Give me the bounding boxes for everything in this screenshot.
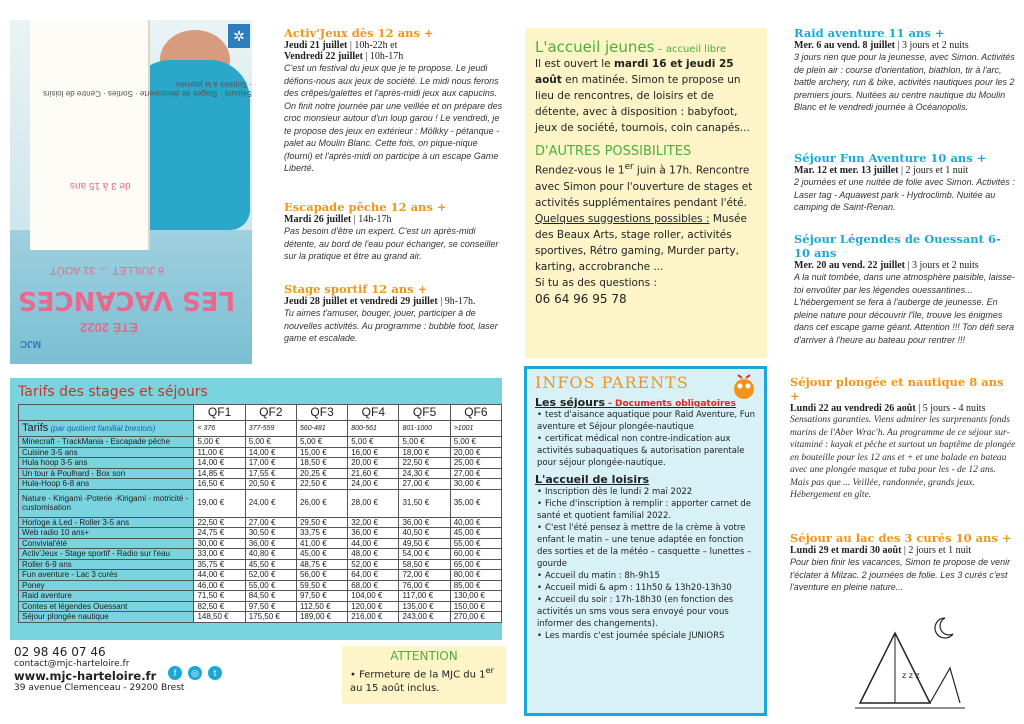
tarif-row — [19, 458, 502, 469]
raid-date: Mer. 6 au vend. 8 juillet — [794, 40, 896, 51]
attention-title: ATTENTION — [390, 649, 458, 663]
tarif-cell: 27,00 € — [399, 479, 450, 490]
tarif-row-label: Web radio 10 ans+ — [19, 528, 194, 539]
tarif-cell: 46,00 € — [194, 580, 245, 591]
plongee-duration: | 5 jours - 4 nuits — [915, 403, 986, 414]
tarif-cell: 45,50 € — [245, 559, 296, 570]
tarif-cell: 243,00 € — [399, 612, 450, 623]
peche-section — [284, 200, 506, 263]
tarif-cell: 36,00 € — [348, 528, 399, 539]
tarif-cell: 135,00 € — [399, 601, 450, 612]
tarif-cell: 33,00 € — [194, 549, 245, 560]
tarif-cell: 5,00 € — [348, 437, 399, 448]
lac-title: Séjour au lac des 3 curés 10 ans + — [790, 531, 1012, 545]
tarif-row-label: Fun aventure - Lac 3 curés — [19, 570, 194, 581]
lac-duration: | 2 jours et 1 nuit — [901, 545, 972, 556]
fun-date: Mar. 12 et mer. 13 juillet — [794, 165, 899, 176]
tarif-cell: 36,00 € — [399, 517, 450, 528]
instagram-icon[interactable]: ◎ — [188, 666, 202, 680]
tarifs-panel — [10, 378, 502, 640]
tarif-row-label: Nature - Kirigami -Poterie -Kirigami - motricité -customisation — [19, 489, 194, 517]
accueil-title: L'accueil jeunes – accueil libre — [535, 38, 727, 56]
infos-list-item: • test d'aisance aquatique pour Raid Aventure, Fun aventure et Séjour plongée-nautique — [535, 409, 756, 433]
cover-programme: Séjours · Stages de découverte · Sorties · Centre de loisirs · Soirées à la journée — [43, 80, 252, 98]
tarif-range: < 376 — [194, 421, 245, 437]
crab-mascot-icon — [727, 371, 761, 401]
tarif-cell: 30,00 € — [194, 538, 245, 549]
tarif-cell: 44,00 € — [348, 538, 399, 549]
activjeux-time1: | 10h-22h et — [347, 40, 398, 51]
tarif-cell: 24,00 € — [245, 489, 296, 517]
tarif-cell: 48,75 € — [296, 559, 347, 570]
tarif-header: QF5 — [399, 405, 450, 421]
tarif-row-label: Roller 6-9 ans — [19, 559, 194, 570]
tarif-row-label: Séjour plongée nautique — [19, 612, 194, 623]
tarif-cell: 5,00 € — [194, 437, 245, 448]
tarif-row-label: Convivial'été — [19, 538, 194, 549]
cover-mjc: MJC — [20, 338, 42, 349]
tarif-cell: 22,50 € — [399, 458, 450, 469]
fun-section — [794, 151, 1016, 214]
tarif-row — [19, 601, 502, 612]
infos-title: INFOS PARENTS — [535, 373, 689, 392]
tarif-cell: 17,00 € — [245, 458, 296, 469]
tarif-cell: 45,00 € — [450, 528, 501, 539]
tarif-cell: 117,00 € — [399, 591, 450, 602]
activjeux-date2: Vendredi 22 juillet — [284, 51, 363, 62]
tarif-cell: 85,00 € — [450, 580, 501, 591]
plongee-section — [790, 375, 1016, 502]
tarif-cell: 16,50 € — [194, 479, 245, 490]
activjeux-text: C'est un festival du jeux que je te propose. Le jeudi défions-nous aux jeux de société. Le midi nous ferons des crêpes/galettes et l'après-midi jeux aux capucins. On finit notre journée par une veillée et on prépare des croc monsieur autour d'un loup garou ! Le vendredi, je te propose des jeux en extérieur : Mölkky - pétanque - palet au Moulin Blanc. Cette fois, on pique-nique (fourni) et l'après-midi on participe à un escape Game Liberté. — [284, 63, 503, 173]
activjeux-section — [284, 26, 506, 175]
activjeux-date1: Jeudi 21 juillet — [284, 40, 348, 51]
tarif-header: QF4 — [348, 405, 399, 421]
tarif-cell: 55,00 € — [450, 538, 501, 549]
tarif-cell: 130,00 € — [450, 591, 501, 602]
tarif-cell: 24,75 € — [194, 528, 245, 539]
tarif-cell: 19,00 € — [194, 489, 245, 517]
tarifs-title: Tarifs des stages et séjours — [18, 384, 208, 400]
tarif-cell: 64,00 € — [348, 570, 399, 581]
tarif-row — [19, 580, 502, 591]
tarif-cell: 31,50 € — [399, 489, 450, 517]
cover-age: de 3 à 15 ans — [70, 180, 131, 191]
tarif-cell: 20,50 € — [245, 479, 296, 490]
tarif-cell: 104,00 € — [348, 591, 399, 602]
tarif-cell: 68,00 € — [348, 580, 399, 591]
tarif-cell: 76,00 € — [399, 580, 450, 591]
accueil-jeunes-panel — [525, 28, 767, 358]
tarif-cell: 58,50 € — [399, 559, 450, 570]
tarif-row-label: Contes et légendes Ouessant — [19, 601, 194, 612]
svg-text:z z z: z z z — [902, 671, 920, 680]
tarif-cell: 60,00 € — [450, 549, 501, 560]
infos-sejours-list — [535, 409, 756, 469]
accueil-phone: 06 64 96 95 78 — [535, 291, 627, 306]
tarif-range: 560-481 — [296, 421, 347, 437]
fun-duration: | 2 jours et 1 nuit — [898, 165, 969, 176]
tarif-row — [19, 468, 502, 479]
tarif-cell: 20,25 € — [296, 468, 347, 479]
tarif-cell: 84,50 € — [245, 591, 296, 602]
tarif-cell: 71,50 € — [194, 591, 245, 602]
cover-title: LES VACANCES — [18, 285, 236, 315]
ouessant-section — [794, 232, 1016, 346]
tarif-cell: 150,00 € — [450, 601, 501, 612]
tarif-cell: 30,00 € — [450, 479, 501, 490]
tarif-cell: 48,00 € — [348, 549, 399, 560]
tarif-cell: 270,00 € — [450, 612, 501, 623]
tarif-cell: 20,00 € — [348, 458, 399, 469]
twitter-icon[interactable]: t — [208, 666, 222, 680]
tarif-cell: 36,00 € — [245, 538, 296, 549]
tarif-row — [19, 591, 502, 602]
sportif-time: | 9h-17h. — [437, 296, 476, 307]
tarif-cell: 30,50 € — [245, 528, 296, 539]
activjeux-time2: | 10h-17h — [362, 51, 404, 62]
tarif-cell: 82,50 € — [194, 601, 245, 612]
infos-loisirs-heading: L'accueil de loisirs — [535, 473, 650, 486]
tarif-cell: 5,00 € — [450, 437, 501, 448]
ouessant-title: Séjour Légendes de Ouessant 6-10 ans — [794, 232, 1001, 260]
tarif-row-label: Un tour à Poulhard - Box son — [19, 468, 194, 479]
tarif-cell: 35,75 € — [194, 559, 245, 570]
tarif-range: 377-559 — [245, 421, 296, 437]
tarif-cell: 112,50 € — [296, 601, 347, 612]
tarif-cell: 24,30 € — [399, 468, 450, 479]
tarif-row — [19, 447, 502, 458]
infos-list-item: • Les mardis c'est journée spéciale JUNIORS — [535, 630, 756, 642]
tarif-cell: 16,00 € — [348, 447, 399, 458]
tarif-cell: 27,00 € — [245, 517, 296, 528]
tarif-row — [19, 549, 502, 560]
tarif-label-header: Tarifs (par quotient familial brestois) — [19, 421, 194, 437]
tarif-header: QF2 — [245, 405, 296, 421]
peche-time: | 14h-17h — [351, 214, 392, 225]
tarif-cell: 17,55 € — [245, 468, 296, 479]
raid-title: Raid aventure 11 ans + — [794, 26, 945, 40]
tarif-cell: 5,00 € — [245, 437, 296, 448]
infos-list-item: • Accueil du matin : 8h-9h15 — [535, 570, 756, 582]
infos-list-item: • certificat médical non contre-indication aux activités subaquatiques & autorisation parentale pour séjour plongée-nautique. — [535, 433, 756, 469]
ouessant-text: A la nuit tombée, dans une atmosphère paisible, laisse-toi envoûter par les légendes ouessantines... L'hébergement se fera à l'auberge de jeunesse. En pleine nature pour découvrir l'île, trouve les énigmes dans cet escape game géant. Attention !!! Ton défi sera d'arriver à l'heure au bateau pour rentrer !!! — [794, 272, 1015, 345]
contact-address: 39 avenue Clemenceau - 29200 Brest — [14, 683, 185, 693]
raid-text: 3 jours rien que pour la jeunesse, avec Simon. Activités de plein air : course d'orientation, biathlon, tir à l'arc, battle archery, run & bike, activités nautiques pour les 2 premiers jours. Nuitées au centre nautique du Moulin Blanc et le vendredi journée à Océanopolis. — [794, 52, 1015, 112]
tarif-cell: 20,00 € — [450, 447, 501, 458]
tarif-cell: 148,50 € — [194, 612, 245, 623]
tarif-cell: 18,50 € — [296, 458, 347, 469]
tent-illustration — [850, 608, 970, 714]
tarif-cell: 97,50 € — [245, 601, 296, 612]
tarif-row — [19, 437, 502, 448]
infos-list-item: • Fiche d'inscription à remplir : apporter carnet de santé et quotient familial 2022. — [535, 498, 756, 522]
tarif-cell: 40,00 € — [450, 517, 501, 528]
tarif-cell: 54,00 € — [399, 549, 450, 560]
tarif-cell: 29,50 € — [296, 517, 347, 528]
tarif-cell: 52,00 € — [348, 559, 399, 570]
plongee-text: Sensations garanties. Viens admirer les surprenants fonds marins de l'Aber Wrac'h. Au programme de ce séjour sur-vitaminé : kayak et pêche et surtout un baptême de plongée en bouteille pour les 12 ans et + et une balade en bateau avec une plongée masque et tuba pour les - de 12 ans. Mais pas que ... Veillée, randonnée, grands jeux. Hébergement en gîte. — [790, 415, 1016, 500]
tarif-cell: 28,00 € — [348, 489, 399, 517]
tarif-range: >1001 — [450, 421, 501, 437]
tarif-row-label: Poney — [19, 580, 194, 591]
tarif-cell: 45,00 € — [296, 549, 347, 560]
tarif-cell: 216,00 € — [348, 612, 399, 623]
tarif-cell: 11,00 € — [194, 447, 245, 458]
tarif-row — [19, 559, 502, 570]
tarif-cell: 41,00 € — [296, 538, 347, 549]
tarif-cell: 44,00 € — [194, 570, 245, 581]
tarif-row — [19, 479, 502, 490]
cover-dates: 6 JUILLET → 31 AOÛT — [50, 264, 165, 276]
accueil-p2: Rendez-vous le 1er juin à 17h. Rencontre avec Simon pour l'ouverture de stages et activités supplémentaires pendant l'été. — [535, 162, 753, 209]
tarif-cell: 14,00 € — [245, 447, 296, 458]
activjeux-title: Activ'Jeux dès 12 ans + — [284, 26, 434, 40]
cover-image — [10, 20, 252, 364]
tarif-row-label: Hula hoop 3-5 ans — [19, 458, 194, 469]
tarif-row-label: Horloge à Led - Roller 3-5 ans — [19, 517, 194, 528]
accueil-p3: Quelques suggestions possibles : Musée des Beaux Arts, stage roller, activités sportives, Rétro gaming, Murder party, karting, accrobranche ... — [535, 212, 747, 273]
fun-text: 2 journées et une nuitée de folie avec Simon. Activités : Laser tag - Aquawest park - Hydroclimb. Nuitée au camping de Saint-Renan. — [794, 177, 1015, 212]
tarif-cell: 5,00 € — [399, 437, 450, 448]
raid-section — [794, 26, 1016, 114]
tarif-cell: 33,75 € — [296, 528, 347, 539]
infos-list-item: • Accueil midi & apm : 11h50 & 13h20-13h30 — [535, 582, 756, 594]
tarif-cell: 18,00 € — [399, 447, 450, 458]
tarif-cell: 175,50 € — [245, 612, 296, 623]
tarif-range: 801-1000 — [399, 421, 450, 437]
peche-date: Mardi 26 juillet — [284, 214, 352, 225]
attention-text: • Fermeture de la MJC du 1er au 15 août inclus. — [350, 665, 495, 695]
tarif-row — [19, 570, 502, 581]
ouessant-duration: | 3 jours et 2 nuits — [905, 260, 979, 271]
tarif-row — [19, 528, 502, 539]
raid-duration: | 3 jours et 2 nuits — [895, 40, 969, 51]
tarif-cell: 22,50 € — [296, 479, 347, 490]
tarif-cell: 120,00 € — [348, 601, 399, 612]
sportif-title: Stage sportif 12 ans + — [284, 282, 428, 296]
sportif-text: Tu aimes t'amuser, bouger, jouer, participer à de nouvelles activités. Au programme : bubble foot, laser game et escalade. — [284, 308, 498, 343]
accueil-h2: D'AUTRES POSSIBILITES — [535, 144, 692, 159]
tarif-header: QF3 — [296, 405, 347, 421]
tarif-row — [19, 538, 502, 549]
tarif-cell: 24,00 € — [348, 479, 399, 490]
facebook-icon[interactable]: f — [168, 666, 182, 680]
tarif-cell: 32,00 € — [348, 517, 399, 528]
accueil-p4: Si tu as des questions : — [535, 276, 657, 289]
infos-list-item: • Accueil du soir : 17h-18h30 (en fonction des activités un sms vous sera envoyé pour vous informer des changements). — [535, 594, 756, 630]
tarif-cell: 22,50 € — [194, 517, 245, 528]
tarif-row — [19, 517, 502, 528]
tarif-header: QF6 — [450, 405, 501, 421]
tarif-cell: 21,60 € — [348, 468, 399, 479]
mjc-logo-icon: ✲ — [228, 24, 250, 48]
tarif-cell: 26,00 € — [296, 489, 347, 517]
tarif-row-label: Activ'Jeux - Stage sportif - Radio sur l'eau — [19, 549, 194, 560]
tarif-cell: 14,85 € — [194, 468, 245, 479]
tarif-row — [19, 489, 502, 517]
tarif-range: 800-561 — [348, 421, 399, 437]
tarif-cell: 97,50 € — [296, 591, 347, 602]
tarif-cell: 49,50 € — [399, 538, 450, 549]
plongee-date: Lundi 22 au vendredi 26 août — [790, 403, 916, 414]
tarif-cell: 27,00 € — [450, 468, 501, 479]
contact-website[interactable]: www.mjc-harteloire.fr — [14, 669, 157, 683]
tarif-cell: 25,00 € — [450, 458, 501, 469]
infos-list-item: • Inscription dès le lundi 2 mai 2022 — [535, 486, 756, 498]
lac-section — [790, 531, 1016, 594]
tarif-cell: 40,80 € — [245, 549, 296, 560]
tarif-cell: 35,00 € — [450, 489, 501, 517]
tarif-cell: 52,00 € — [245, 570, 296, 581]
tarifs-table — [18, 404, 502, 623]
infos-list-item: • C'est l'été pensez à mettre de la crème à votre enfant le matin – une tenue adaptée en fonction des sorties et de la météo – casquette – lunettes – gourde — [535, 522, 756, 570]
tarif-cell: 72,00 € — [399, 570, 450, 581]
tarif-row-label: Hula-Hoop 6-8 ans — [19, 479, 194, 490]
tarif-cell: 5,00 € — [296, 437, 347, 448]
accueil-p1: Il est ouvert le mardi 16 et jeudi 25 août en matinée. Simon te propose un lieu de rencontres, de loisirs et de détente, avec à disposition : babyfoot, jeux de société, tournois, coin canapés... — [535, 58, 750, 134]
tarif-cell: 14,00 € — [194, 458, 245, 469]
contact-email[interactable]: contact@mjc-harteloire.fr — [14, 659, 130, 669]
tarif-header: QF1 — [194, 405, 245, 421]
tarif-row-label: Cuisine 3-5 ans — [19, 447, 194, 458]
ouessant-date: Mer. 20 au vend. 22 juillet — [794, 260, 906, 271]
infos-loisirs-list — [535, 486, 756, 642]
peche-title: Escapade pêche 12 ans + — [284, 200, 447, 214]
peche-text: Pas besoin d'être un expert. C'est un après-midi détente, au bord de l'eau pour échanger, se conseiller sur la pratique et être au grand air. — [284, 226, 499, 261]
contact-phone[interactable]: 02 98 46 07 46 — [14, 645, 106, 659]
tarif-cell: 56,00 € — [296, 570, 347, 581]
tarif-cell: 80,00 € — [450, 570, 501, 581]
lac-date: Lundi 29 et mardi 30 août — [790, 545, 902, 556]
infos-sejours-heading: Les séjours - Documents obligatoires — [535, 396, 736, 409]
plongee-title: Séjour plongée et nautique 8 ans + — [790, 375, 1004, 403]
tarif-cell: 15,00 € — [296, 447, 347, 458]
tarif-cell: 40,50 € — [399, 528, 450, 539]
tarif-cell: 59,50 € — [296, 580, 347, 591]
tarif-row-label: Raid aventure — [19, 591, 194, 602]
fun-title: Séjour Fun Aventure 10 ans + — [794, 151, 987, 165]
sportif-date: Jeudi 28 juillet et vendredi 29 juillet — [284, 296, 438, 307]
cover-ete: ÉTÉ 2022 — [80, 320, 138, 335]
tarif-row-label: Minecraft - TrackMania - Escapade pêche — [19, 437, 194, 448]
tarif-cell: 55,00 € — [245, 580, 296, 591]
tarif-row — [19, 612, 502, 623]
attention-box — [342, 646, 506, 704]
tarif-cell: 189,00 € — [296, 612, 347, 623]
infos-parents-panel — [524, 366, 767, 716]
sportif-section — [284, 282, 506, 345]
lac-text: Pour bien finir les vacances, Simon te propose de venir t'éclater à Milzac. 2 journées de folie. Les 3 curés c'est l'aventure en pleine nature... — [790, 557, 1011, 592]
tarif-cell: 65,00 € — [450, 559, 501, 570]
